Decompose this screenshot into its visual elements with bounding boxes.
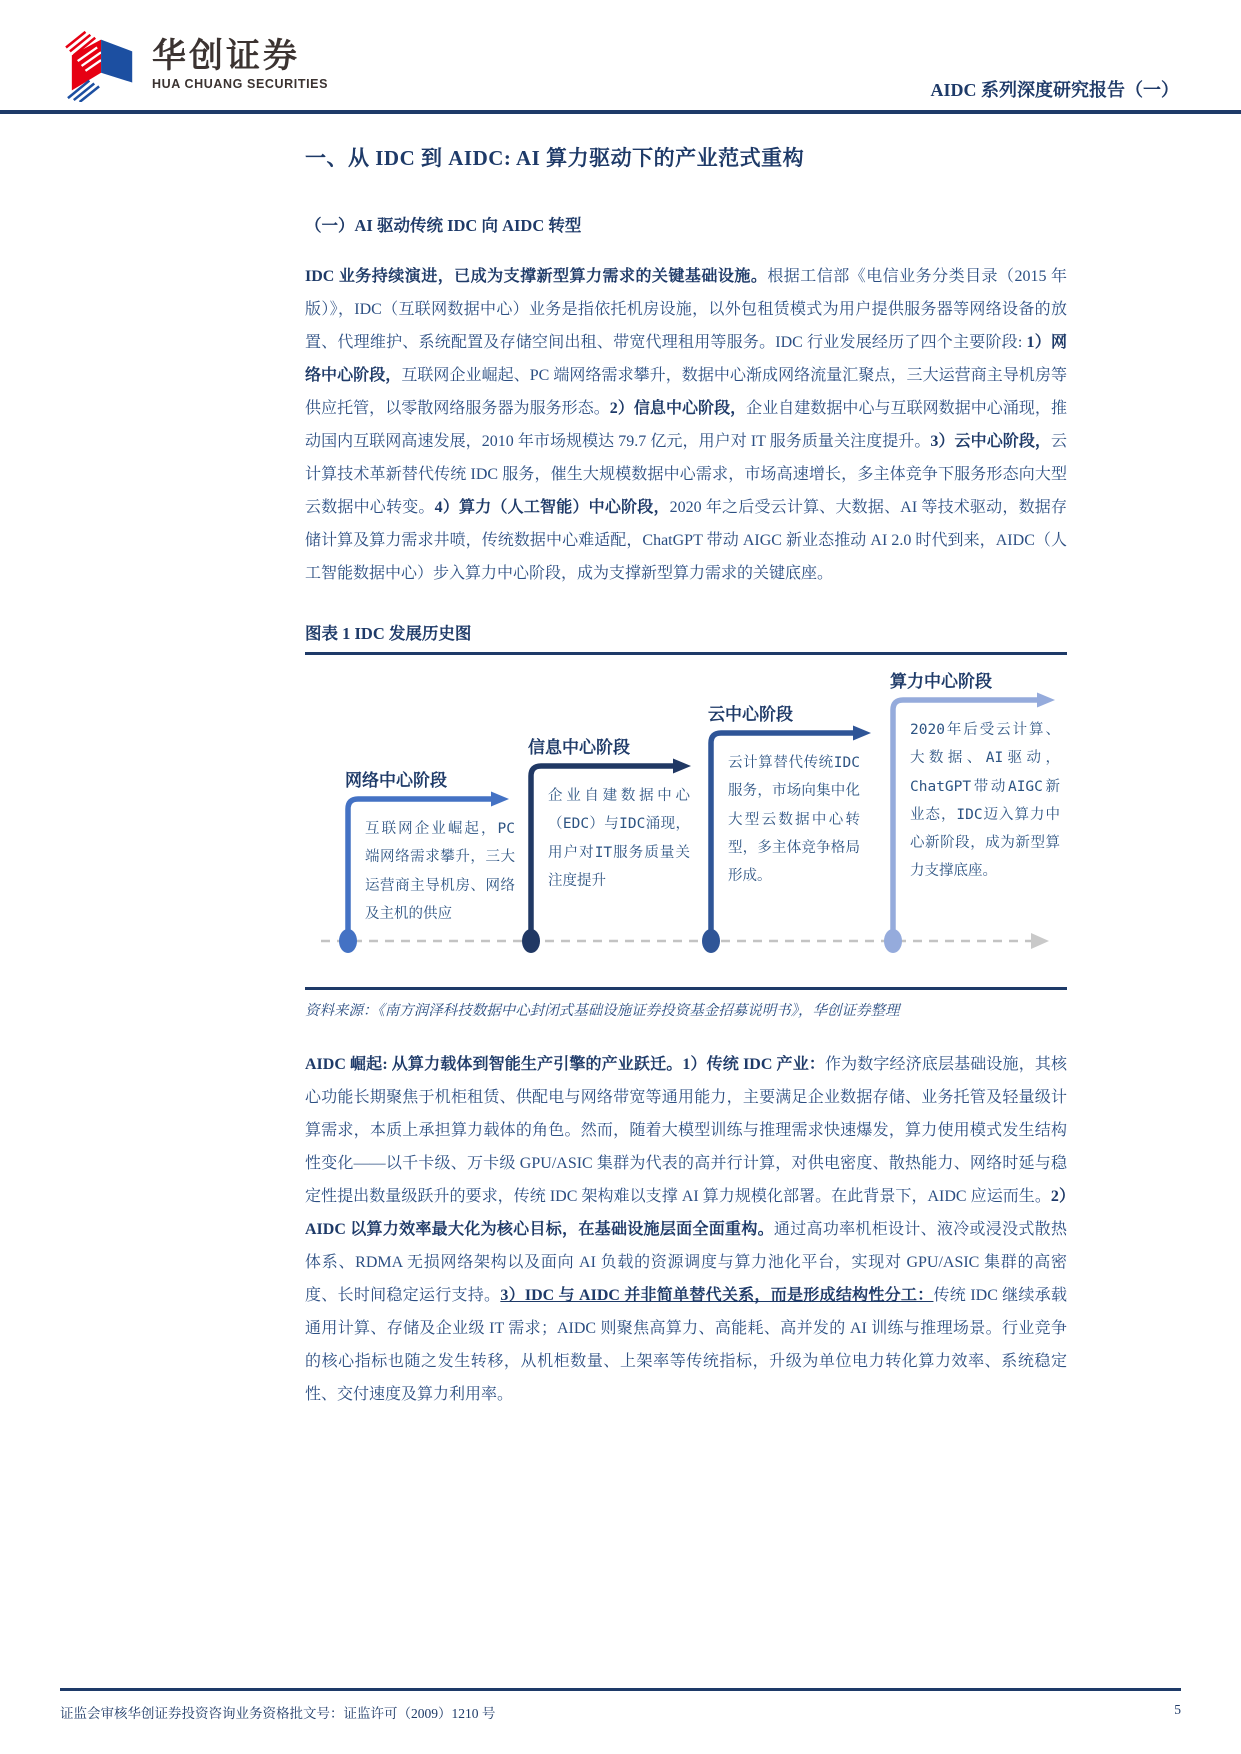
timeline-arrowhead-icon bbox=[1031, 933, 1049, 949]
huachuang-logo-icon bbox=[64, 28, 142, 102]
stage3-timeline-dot bbox=[702, 929, 720, 953]
stage4-label: 算力中心阶段 bbox=[890, 672, 992, 691]
company-logo bbox=[64, 28, 328, 102]
report-series-title: AIDC 系列深度研究报告（一） bbox=[930, 80, 1179, 100]
footer-license-text: 证监会审核华创证券投资咨询业务资格批文号：证监许可（2009）1210 号 bbox=[60, 1706, 496, 1721]
logo-text bbox=[152, 28, 328, 91]
figure-idc-history bbox=[305, 620, 1067, 1020]
stage1-label: 网络中心阶段 bbox=[345, 771, 447, 790]
page-number: 5 bbox=[1174, 1702, 1181, 1717]
stage1-timeline-dot bbox=[339, 929, 357, 953]
paragraph-aidc-rise: AIDC 崛起: 从算力载体到智能生产引擎的产业跃迁。1）传统 IDC 产业：作为数字经济底层基础设施，其核心功能长期聚焦于机柜租赁、供配电与网络带宽等通用能力，主要满足企业数据存储、业务托管及轻量级计算需求，本质上承担算力载体的角色。然而，随着大模型训练与推理需求快速爆发，算力使用模式发生结构性变化——以千卡级、万卡级 GPU/ASIC 集群为代表的高并行计算，对供电密度、散热能力、网络时延与稳定性提出数量级跃升的要求，传统 IDC 架构难以支撑 AI 算力规模化部署。在此背景下，AIDC 应运而生。2）AIDC 以算力效率最大化为核心目标，在基础设施层面全面重构。通过高功率机柜设计、液冷或浸没式散热体系、RDMA 无损网络架构以及面向 AI 负载的资源调度与算力池化平台，实现对 GPU/ASIC 集群的高密度、长时间稳定运行支持。3）IDC 与 AIDC 并非简单替代关系，而是形成结构性分工：传统 IDC 继续承载通用计算、存储及企业级 IT 需求；AIDC 则聚焦高算力、高能耗、高并发的 AI 训练与推理场景。行业竞争的核心指标也随之发生转移，从机柜数量、上架率等传统指标，升级为单位电力转化算力效率、系统稳定性、交付速度及算力利用率。 bbox=[305, 1055, 1067, 1403]
header-divider bbox=[0, 110, 1241, 114]
page-footer bbox=[60, 1702, 1181, 1722]
stage2-label: 信息中心阶段 bbox=[528, 738, 630, 757]
stage2-timeline-dot bbox=[522, 929, 540, 953]
stage1-description: 互联网企业崛起，PC 端网络需求攀升，三大运营商主导机房、网络及主机的供应 bbox=[365, 821, 515, 922]
stage2-description: 企业自建数据中心（EDC）与IDC涌现，用户对IT服务质量关注度提升 bbox=[548, 788, 690, 889]
subsection-heading: （一）AI 驱动传统 IDC 向 AIDC 转型 bbox=[305, 216, 582, 235]
report-body bbox=[305, 128, 1067, 1411]
stage4-description: 2020年后受云计算、大数据、AI驱动，ChatGPT带动AIGC新业态，IDC迈入算力中心新阶段，成为新型算力支撑底座。 bbox=[910, 722, 1060, 880]
figure-title: 图表 1 IDC 发展历史图 bbox=[305, 624, 472, 643]
section-heading: 一、从 IDC 到 AIDC: AI 算力驱动下的产业范式重构 bbox=[305, 146, 805, 170]
stage3-description: 云计算替代传统IDC服务，市场向集中化大型云数据中心转型，多主体竞争格局形成。 bbox=[728, 755, 860, 885]
logo-cn-name: 华创证券 bbox=[152, 37, 300, 75]
logo-en-name: HUA CHUANG SECURITIES bbox=[152, 77, 329, 92]
idc-history-diagram bbox=[313, 669, 1061, 981]
footer-divider bbox=[60, 1688, 1181, 1691]
stage3-label: 云中心阶段 bbox=[708, 705, 793, 724]
figure-title-rule bbox=[305, 652, 1067, 655]
figure-source-note: 资料来源：《南方润泽科技数据中心封闭式基础设施证券投资基金招募说明书》，华创证券整理 bbox=[305, 1002, 900, 1019]
page-header bbox=[0, 0, 1241, 113]
stage4-timeline-dot bbox=[884, 929, 902, 953]
paragraph-idc-evolution: IDC 业务持续演进，已成为支撑新型算力需求的关键基础设施。根据工信部《电信业务分类目录（2015 年版）》，IDC（互联网数据中心）业务是指依托机房设施，以外包租赁模式为用户提供服务器等网络设备的放置、代理维护、系统配置及存储空间出租、带宽代理租用等服务。IDC 行业发展经历了四个主要阶段: 1）网络中心阶段，互联网企业崛起、PC 端网络需求攀升，数据中心渐成网络流量汇聚点，三大运营商主导机房等供应托管，以零散网络服务器为服务形态。2）信息中心阶段，企业自建数据中心与互联网数据中心涌现，推动国内互联网高速发展，2010 年市场规模达 79.7 亿元，用户对 IT 服务质量关注度提升。3）云中心阶段，云计算技术革新替代传统 IDC 服务，催生大规模数据中心需求，市场高速增长，多主体竞争下服务形态向大型云数据中心转变。4）算力（人工智能）中心阶段，2020 年之后受云计算、大数据、AI 等技术驱动，数据存储计算及算力需求井喷，传统数据中心难适配，ChatGPT 带动 AIGC 新业态推动 AI 2.0 时代到来，AIDC（人工智能数据中心）步入算力中心阶段，成为支撑新型算力需求的关键底座。 bbox=[305, 268, 1067, 582]
